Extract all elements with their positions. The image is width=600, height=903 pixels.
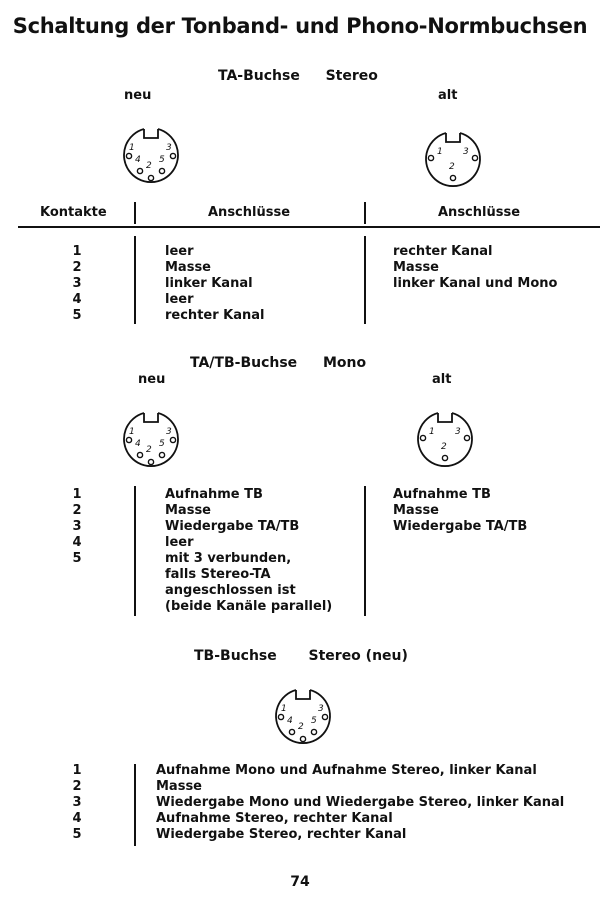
column-header-anschluesse-neu: Anschlüsse (208, 205, 291, 220)
column-divider (364, 236, 366, 324)
section2-heading (190, 355, 366, 371)
list-item: Aufnahme Mono und Aufnahme Stereo, linker Kanal (156, 763, 537, 778)
section1-neu-label: neu (124, 88, 152, 103)
contact-number: 3 (72, 519, 82, 534)
list-item: Masse (165, 503, 212, 518)
pin-label: 2 (449, 162, 455, 172)
list-item: Wiedergabe TA/TB (165, 519, 300, 534)
list-item: mit 3 verbunden, (165, 551, 292, 566)
list-item: Aufnahme TB (393, 487, 491, 502)
page-title: Schaltung der Tonband- und Phono-Normbuchsen (12, 14, 588, 38)
list-item: rechter Kanal (165, 308, 265, 323)
pin-label: 3 (318, 704, 324, 714)
list-item: Masse (156, 779, 203, 794)
pin-label: 3 (166, 427, 172, 437)
column-divider (134, 236, 136, 324)
contact-number: 3 (72, 276, 82, 291)
pin-label: 3 (463, 147, 469, 157)
contact-number: 1 (72, 763, 82, 778)
list-item: linker Kanal (165, 276, 253, 291)
section1-alt-label: alt (438, 88, 458, 103)
pin-label: 2 (146, 445, 152, 455)
connector-3pin-alt-1 (422, 128, 484, 190)
contact-number: 1 (72, 244, 82, 259)
connector-5pin-neu-1 (120, 124, 182, 186)
column-divider (364, 486, 366, 616)
pin-label: 1 (129, 427, 135, 437)
section3-numbers (62, 763, 92, 843)
column-header-kontakte: Kontakte (40, 205, 107, 220)
contact-number: 1 (72, 487, 82, 502)
pin-label: 1 (129, 143, 135, 153)
contact-number: 2 (72, 779, 82, 794)
pin-label: 2 (441, 442, 447, 452)
pin-label: 4 (135, 155, 141, 165)
header-divider (134, 202, 136, 224)
column-divider (134, 486, 136, 616)
list-item: Wiedergabe TA/TB (393, 519, 528, 534)
section3-list (156, 763, 564, 843)
pin-label: 1 (281, 704, 287, 714)
pin-label: 3 (455, 427, 461, 437)
pin-label: 4 (287, 716, 293, 726)
pin-label: 5 (159, 155, 165, 165)
section2-type: Mono (322, 355, 367, 371)
section1-name: TA-Buchse (218, 68, 300, 84)
pin-label: 2 (298, 722, 304, 732)
contact-number: 5 (72, 308, 82, 323)
contact-number: 4 (72, 292, 82, 307)
pin-label: 5 (159, 439, 165, 449)
contact-number: 4 (72, 811, 82, 826)
list-item: (beide Kanäle parallel) (165, 599, 333, 614)
pin-label: 4 (135, 439, 141, 449)
connector-3pin-alt-2 (414, 408, 476, 470)
header-rule (18, 226, 600, 228)
pin-label: 1 (429, 427, 435, 437)
pin-label: 1 (437, 147, 443, 157)
connector-5pin-neu-3 (272, 685, 334, 747)
section1-type: Stereo (325, 68, 378, 84)
contact-number: 5 (72, 551, 82, 566)
section3-type: Stereo (neu) (308, 648, 408, 664)
list-item: leer (165, 244, 194, 259)
section2-alt-list (393, 487, 527, 535)
column-divider (134, 764, 136, 846)
list-item: Masse (165, 260, 212, 275)
section1-numbers (62, 244, 92, 324)
page-number: 74 (290, 874, 310, 890)
section1-heading (218, 68, 378, 84)
contact-number: 2 (72, 260, 82, 275)
section2-name: TA/TB-Buchse (190, 355, 298, 371)
list-item: leer (165, 292, 194, 307)
pin-label: 5 (311, 716, 317, 726)
list-item: Masse (393, 503, 440, 518)
list-item: angeschlossen ist (165, 583, 296, 598)
pin-label: 2 (146, 161, 152, 171)
list-item: rechter Kanal (393, 244, 493, 259)
list-item: Aufnahme TB (165, 487, 263, 502)
contact-number: 3 (72, 795, 82, 810)
contact-number: 2 (72, 503, 82, 518)
list-item: Aufnahme Stereo, rechter Kanal (156, 811, 393, 826)
connector-5pin-neu-2 (120, 408, 182, 470)
section2-alt-label: alt (432, 372, 452, 387)
section3-name: TB-Buchse (194, 648, 277, 664)
list-item: leer (165, 535, 194, 550)
contact-number: 5 (72, 827, 82, 842)
list-item: Masse (393, 260, 440, 275)
list-item: Wiedergabe Stereo, rechter Kanal (156, 827, 407, 842)
list-item: falls Stereo-TA (165, 567, 271, 582)
list-item: linker Kanal und Mono (393, 276, 558, 291)
section2-neu-label: neu (138, 372, 166, 387)
list-item: Wiedergabe Mono und Wiedergabe Stereo, linker Kanal (156, 795, 565, 810)
section2-numbers (62, 487, 92, 567)
column-header-anschluesse-alt: Anschlüsse (438, 205, 521, 220)
section3-heading (194, 648, 408, 664)
contact-number: 4 (72, 535, 82, 550)
pin-label: 3 (166, 143, 172, 153)
header-divider (364, 202, 366, 224)
section1-neu-list (165, 244, 265, 324)
section2-neu-list (165, 487, 332, 615)
section1-alt-list (393, 244, 557, 292)
